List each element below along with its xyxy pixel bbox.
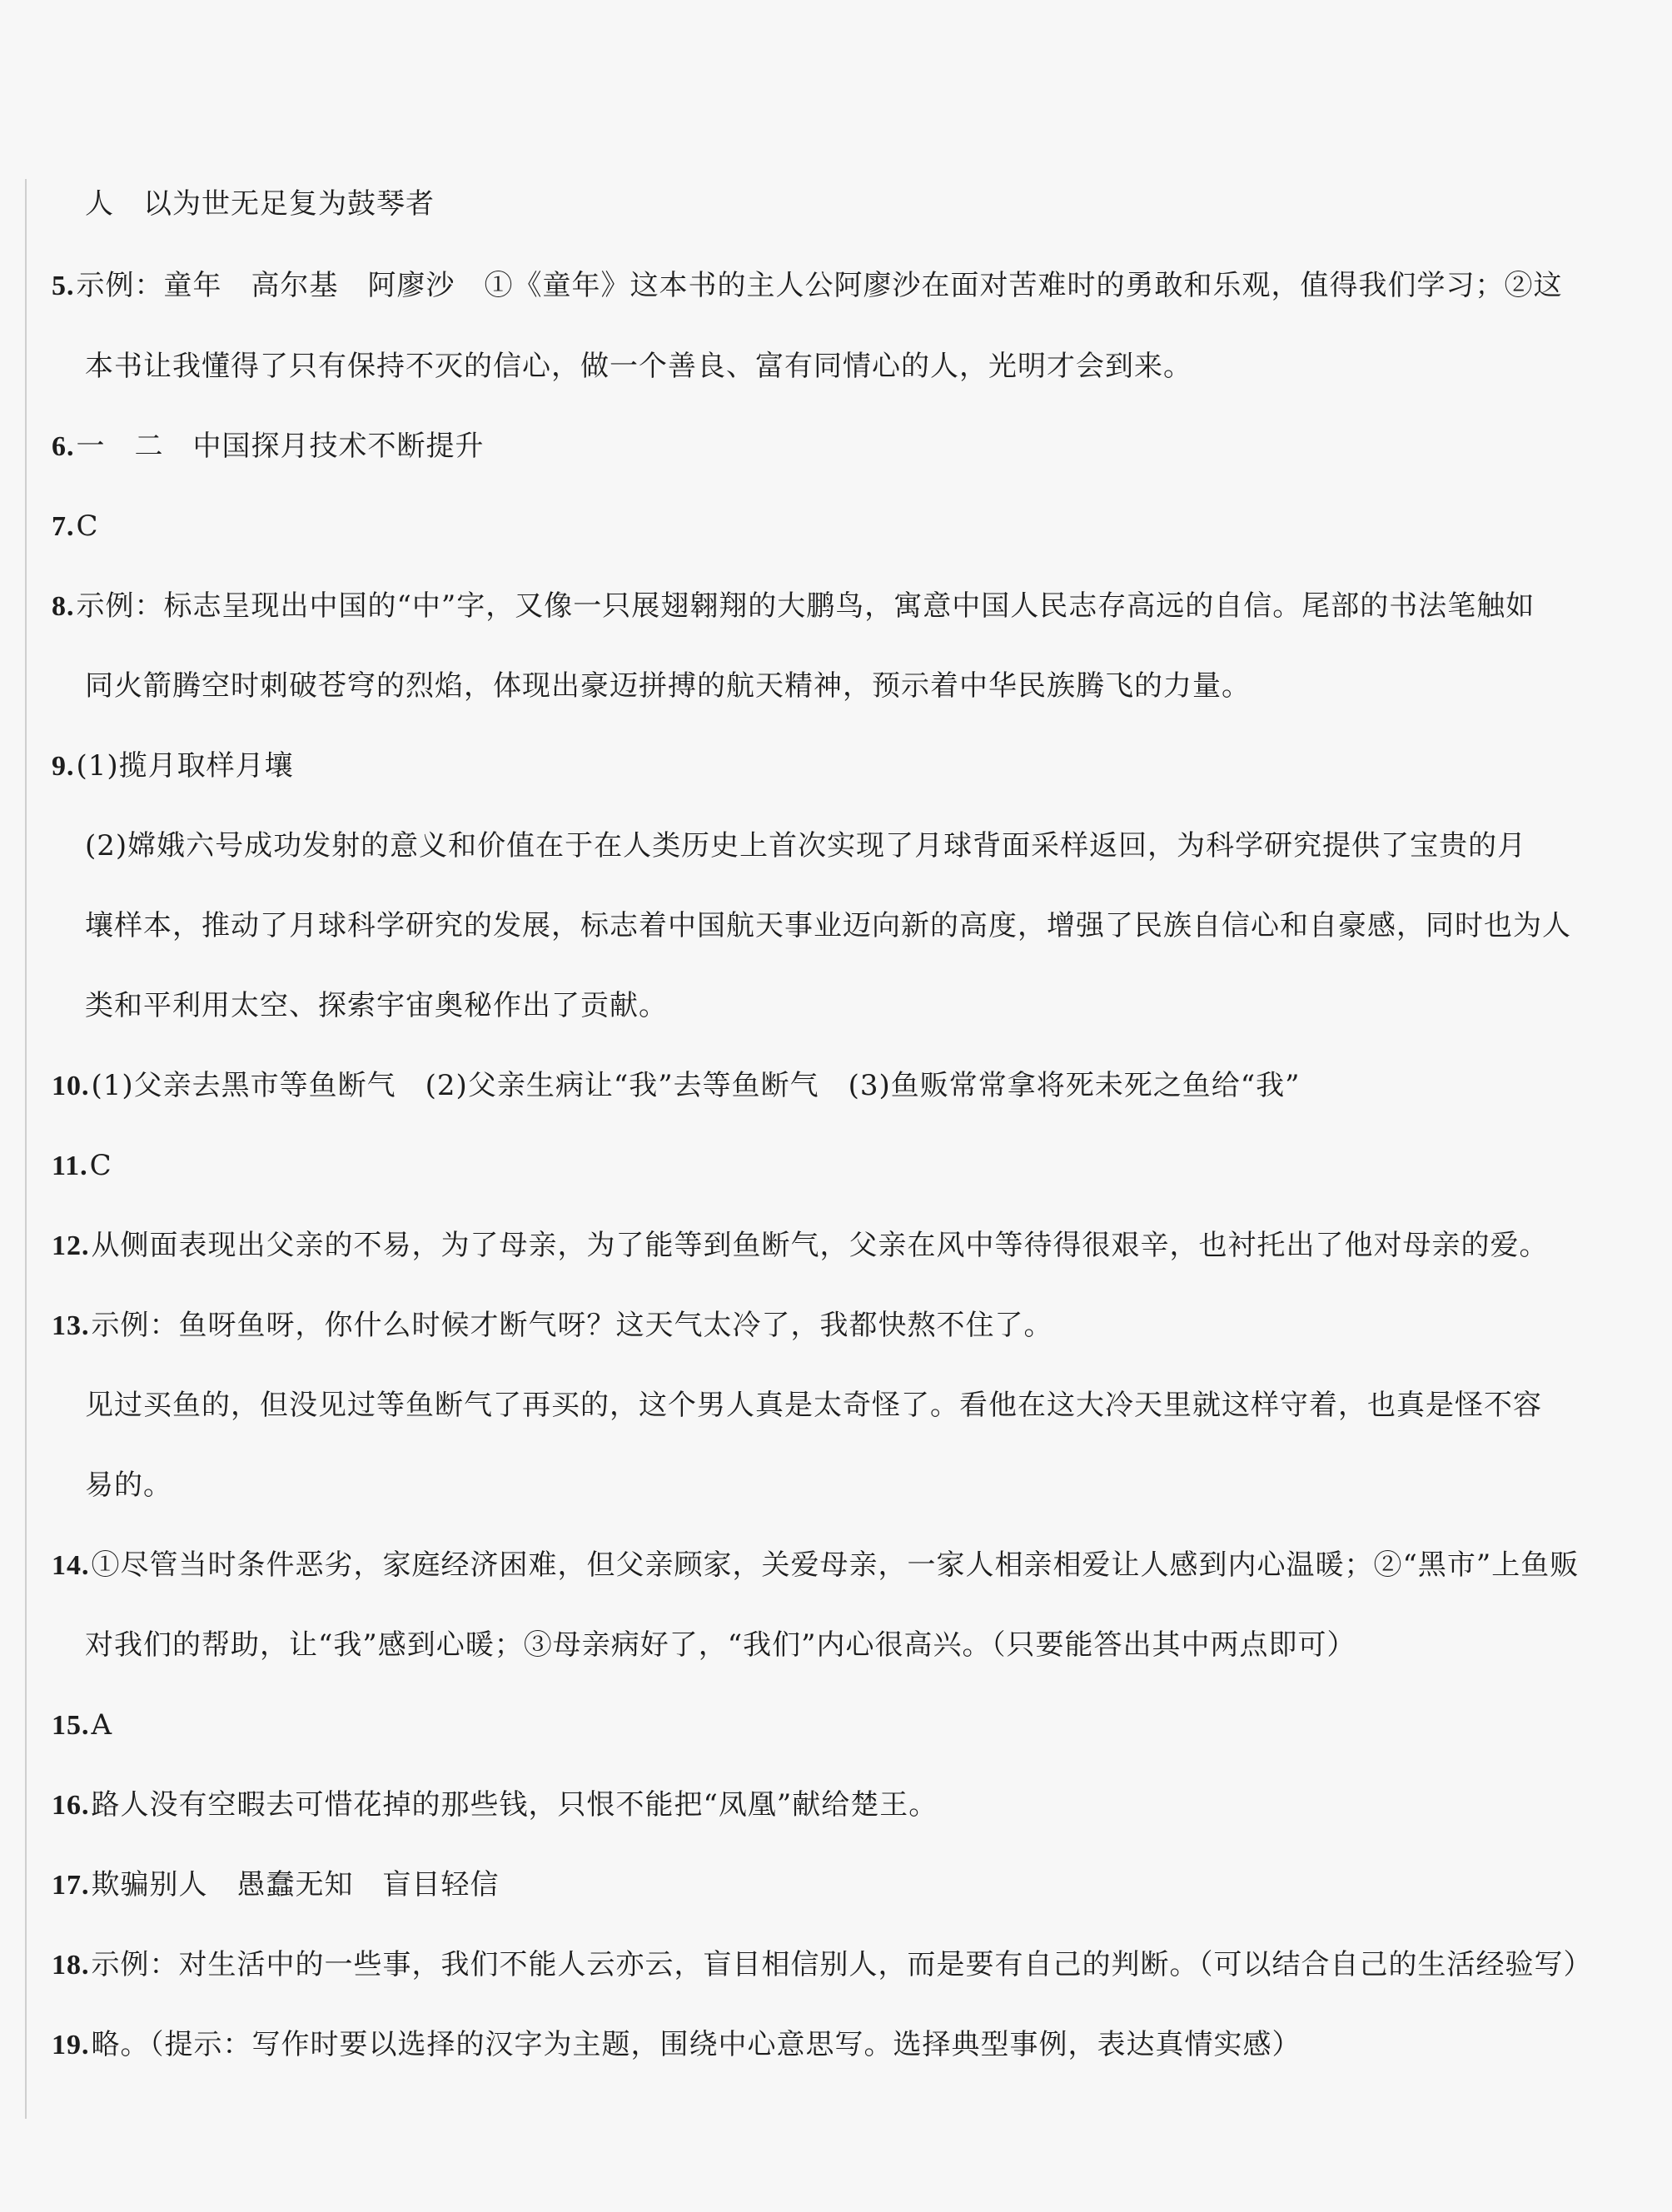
line-number: 13. (52, 1310, 90, 1341)
line-text: 从侧面表现出父亲的不易，为了母亲，为了能等到鱼断气，父亲在风中等待得很艰辛，也衬托出了他对母亲的爱。 (91, 1229, 1549, 1262)
line-number: 11. (52, 1151, 88, 1181)
answer-line (52, 1948, 1593, 1982)
line-text: 略。（提示：写作时要以选择的汉字为主题，围绕中心意思写。选择典型事例，表达真情实感） (91, 2028, 1301, 2061)
line-text: (1)父亲去黑市等鱼断气 (2)父亲生病让“我”去等鱼断气 (3)鱼贩常常拿将死未死之鱼给“我” (91, 1069, 1301, 1102)
answer-line (83, 829, 1526, 863)
answer-line (52, 1548, 1579, 1583)
answer-line (83, 989, 668, 1023)
answer-line (52, 1788, 938, 1822)
answer-line (52, 1229, 1549, 1263)
answer-line (52, 1868, 500, 1902)
answer-line (83, 350, 1192, 384)
answer-line (52, 1149, 112, 1183)
answer-line (52, 2028, 1301, 2062)
line-text: 人 以为世无足复为鼓琴者 (85, 187, 435, 221)
line-text: 一 二 中国探月技术不断提升 (76, 430, 485, 463)
answer-line (83, 909, 1571, 943)
line-text: 同火箭腾空时刺破苍穹的烈焰，体现出豪迈拼搏的航天精神，预示着中华民族腾飞的力量。 (85, 669, 1251, 703)
answer-line (52, 510, 99, 544)
answer-line (52, 589, 1535, 624)
line-text: C (89, 1149, 112, 1182)
line-text: 见过买鱼的，但没见过等鱼断气了再买的，这个男人真是太奇怪了。看他在这大冷天里就这样守着，也真是怪不容 (85, 1389, 1542, 1422)
line-number: 15. (52, 1710, 90, 1741)
answer-line (83, 187, 435, 221)
line-text: 示例：童年 高尔基 阿廖沙 ①《童年》这本书的主人公阿廖沙在面对苦难时的勇敢和乐观，值得我们学习；②这 (76, 269, 1563, 302)
answer-line (83, 1628, 1356, 1663)
margin-rule (25, 179, 27, 2119)
answer-line (83, 1469, 172, 1503)
line-text: C (76, 510, 99, 543)
line-text: 路人没有空暇去可惜花掉的那些钱，只恨不能把“凤凰”献给楚王。 (91, 1788, 938, 1822)
line-number: 14. (52, 1550, 90, 1581)
line-number: 16. (52, 1790, 90, 1821)
line-text: (1)揽月取样月壤 (76, 749, 294, 783)
line-text: 示例：标志呈现出中国的“中”字，又像一只展翅翱翔的大鹏鸟，寓意中国人民志存高远的自信。尾部的书法笔触如 (76, 589, 1535, 623)
line-number: 5. (52, 271, 75, 301)
line-text: 示例：鱼呀鱼呀，你什么时候才断气呀？这天气太冷了，我都快熬不住了。 (91, 1309, 1053, 1342)
answer-line (52, 1069, 1301, 1103)
answer-line (52, 749, 294, 783)
line-number: 8. (52, 591, 75, 622)
answer-line (83, 669, 1251, 703)
line-number: 6. (52, 431, 75, 462)
answer-line (52, 430, 485, 464)
line-number: 17. (52, 1870, 90, 1901)
line-text: ①尽管当时条件恶劣，家庭经济困难，但父亲顾家，关爱母亲，一家人相亲相爱让人感到内心温暖；②“黑市”上鱼贩 (91, 1548, 1580, 1582)
answer-line (52, 1309, 1053, 1343)
line-number: 18. (52, 1950, 90, 1981)
line-text: (2)嫦娥六号成功发射的意义和价值在于在人类历史上首次实现了月球背面采样返回，为科学研究提供了宝贵的月 (85, 829, 1527, 862)
line-text: A (91, 1708, 113, 1742)
answer-line (52, 269, 1563, 303)
line-number: 7. (52, 511, 75, 542)
line-text: 壤样本，推动了月球科学研究的发展，标志着中国航天事业迈向新的高度，增强了民族自信心和自豪感，同时也为人 (85, 909, 1571, 942)
line-text: 类和平利用太空、探索宇宙奥秘作出了贡献。 (85, 989, 668, 1022)
line-number: 12. (52, 1230, 90, 1261)
line-number: 19. (52, 2030, 90, 2060)
answer-line (83, 1389, 1542, 1423)
line-text: 对我们的帮助，让“我”感到心暖；③母亲病好了，“我们”内心很高兴。（只要能答出其中两点即可） (85, 1628, 1356, 1662)
answer-line (52, 1708, 112, 1742)
line-number: 10. (52, 1071, 90, 1101)
line-text: 示例：对生活中的一些事，我们不能人云亦云，盲目相信别人，而是要有自己的判断。（可以结合自己的生活经验写） (91, 1948, 1593, 1981)
line-text: 易的。 (85, 1469, 172, 1502)
line-number: 9. (52, 751, 75, 782)
line-text: 欺骗别人 愚蠢无知 盲目轻信 (91, 1868, 500, 1901)
line-text: 本书让我懂得了只有保持不灭的信心，做一个善良、富有同情心的人，光明才会到来。 (85, 350, 1192, 383)
